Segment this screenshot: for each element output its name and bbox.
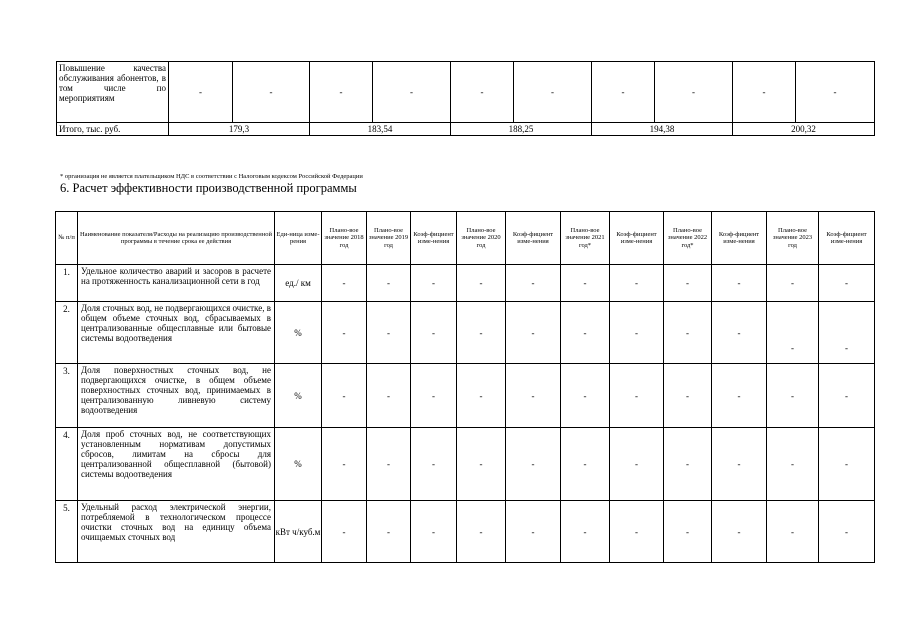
value-cell: -: [457, 501, 506, 563]
indicator-name: Удельный расход электрической энергии, потребляемой в технологическом процессе очистки сточных вод на единицу объема очищаемых сточных вод: [78, 501, 275, 563]
value-cell: -: [457, 428, 506, 501]
efficiency-table: [55, 211, 875, 563]
total-value: 179,3: [169, 123, 310, 136]
value-cell: -: [819, 501, 875, 563]
header-plan-2021: Плано-вое значение 2021 год*: [561, 212, 610, 265]
value-cell: -: [664, 428, 712, 501]
program-costs-table: [56, 61, 875, 136]
efficiency-table-body: [56, 265, 875, 563]
value-cell: -: [712, 265, 767, 302]
value-cell: -: [767, 501, 819, 563]
header-name: Наименование показателя/Расходы на реализацию производственной программы в течение срока ее действия: [78, 212, 275, 265]
indicator-name: Доля поверхностных сточных вод, не подвергающихся очистке, в общем объеме поверхностных сточных вод, принимаемых в централизованную ливневую систему водоотведения: [78, 364, 275, 428]
value-cell: -: [411, 428, 457, 501]
value-cell: -: [767, 428, 819, 501]
value-cell: -: [561, 364, 610, 428]
vat-footnote: * организация не является плательщиком НДС в соответствии с Налоговым кодексом Российской Федерации: [60, 173, 363, 180]
value-cell: -: [610, 364, 664, 428]
value-cell: -: [767, 302, 819, 364]
row-number: 2.: [56, 302, 78, 364]
value-cell: -: [322, 265, 367, 302]
header-coef: Коэф-фициент изме-нения: [819, 212, 875, 265]
section-title: 6. Расчет эффективности производственной программы: [60, 181, 357, 195]
header-num: № п/п: [56, 212, 78, 265]
value-cell: -: [411, 501, 457, 563]
value-cell: -: [712, 501, 767, 563]
header-coef: Коэф-фициент изме-нения: [411, 212, 457, 265]
value-cell: -: [592, 62, 655, 123]
value-cell: -: [169, 62, 233, 123]
value-cell: -: [514, 62, 592, 123]
value-cell: -: [767, 364, 819, 428]
unit-cell: кВт ч/куб.м: [275, 501, 322, 563]
value-cell: -: [610, 428, 664, 501]
value-cell: -: [664, 364, 712, 428]
header-coef: Коэф-фициент изме-нения: [712, 212, 767, 265]
header-plan-2022: Плано-вое значение 2022 год*: [664, 212, 712, 265]
value-cell: -: [819, 364, 875, 428]
table-row: [56, 428, 875, 501]
value-cell: -: [561, 302, 610, 364]
value-cell: -: [322, 364, 367, 428]
value-cell: -: [664, 302, 712, 364]
indicator-name: Доля проб сточных вод, не соответствующих установленным нормативам допустимых сбросов, лимитам на сбросы для централизованной общесплавной (бытовой) системы водоотведения: [78, 428, 275, 501]
value-cell: -: [819, 302, 875, 364]
value-cell: -: [322, 302, 367, 364]
table-row: [56, 265, 875, 302]
unit-cell: %: [275, 364, 322, 428]
header-coef: Коэф-фициент изме-нения: [506, 212, 561, 265]
header-plan-2019: Плано-вое значение 2019 год: [367, 212, 411, 265]
header-row: [56, 212, 875, 265]
total-value: 194,38: [592, 123, 733, 136]
value-cell: -: [712, 302, 767, 364]
value-cell: -: [451, 62, 514, 123]
value-cell: -: [411, 302, 457, 364]
unit-cell: %: [275, 428, 322, 501]
indicator-name: Удельное количество аварий и засоров в расчете на протяженность канализационной сети в год: [78, 265, 275, 302]
total-value: 183,54: [310, 123, 451, 136]
total-value: 188,25: [451, 123, 592, 136]
value-cell: -: [411, 364, 457, 428]
value-cell: -: [610, 265, 664, 302]
unit-cell: ед./ км: [275, 265, 322, 302]
value-cell: -: [322, 428, 367, 501]
value-cell: -: [506, 265, 561, 302]
unit-cell: %: [275, 302, 322, 364]
value-cell: -: [310, 62, 373, 123]
value-cell: -: [561, 265, 610, 302]
indicator-name: Доля сточных вод, не подвергающихся очистке, в общем объеме сточных вод, сбрасываемых в централизованные общесплавные или бытовые системы водоотведения: [78, 302, 275, 364]
value-cell: -: [322, 501, 367, 563]
value-cell: -: [712, 428, 767, 501]
value-cell: -: [233, 62, 310, 123]
total-row: [57, 123, 875, 136]
row-number: 1.: [56, 265, 78, 302]
value-cell: -: [819, 428, 875, 501]
header-plan-2023: Плано-вое значение 2023 год: [767, 212, 819, 265]
value-cell: -: [506, 302, 561, 364]
value-cell: -: [655, 62, 733, 123]
value-cell: -: [796, 62, 875, 123]
row-number: 4.: [56, 428, 78, 501]
value-cell: -: [610, 302, 664, 364]
value-cell: -: [664, 501, 712, 563]
row-label: Повышение качества обслуживания абонентов, в том числе по мероприятиям: [57, 62, 169, 123]
value-cell: -: [819, 265, 875, 302]
value-cell: -: [561, 428, 610, 501]
value-cell: -: [411, 265, 457, 302]
value-cell: -: [367, 302, 411, 364]
header-plan-2020: Плано-вое значение 2020 год: [457, 212, 506, 265]
table-row: [56, 501, 875, 563]
header-plan-2018: Плано-вое значение 2018 год: [322, 212, 367, 265]
row-number: 3.: [56, 364, 78, 428]
value-cell: -: [506, 428, 561, 501]
value-cell: -: [457, 364, 506, 428]
value-cell: -: [610, 501, 664, 563]
header-coef: Коэф-фициент изме-нения: [610, 212, 664, 265]
total-label: Итого, тыс. руб.: [57, 123, 169, 136]
total-value: 200,32: [733, 123, 875, 136]
value-cell: -: [367, 428, 411, 501]
table-row: [56, 364, 875, 428]
value-cell: -: [767, 265, 819, 302]
value-cell: -: [457, 265, 506, 302]
value-cell: -: [506, 501, 561, 563]
row-number: 5.: [56, 501, 78, 563]
value-cell: -: [506, 364, 561, 428]
value-cell: -: [367, 364, 411, 428]
value-cell: -: [561, 501, 610, 563]
value-cell: -: [664, 265, 712, 302]
value-cell: -: [367, 265, 411, 302]
header-unit: Еди-ница изме-рения: [275, 212, 322, 265]
table-row: [57, 62, 875, 123]
value-cell: -: [367, 501, 411, 563]
table-row: [56, 302, 875, 364]
value-cell: -: [712, 364, 767, 428]
value-cell: -: [457, 302, 506, 364]
value-cell: -: [733, 62, 796, 123]
value-cell: -: [373, 62, 451, 123]
